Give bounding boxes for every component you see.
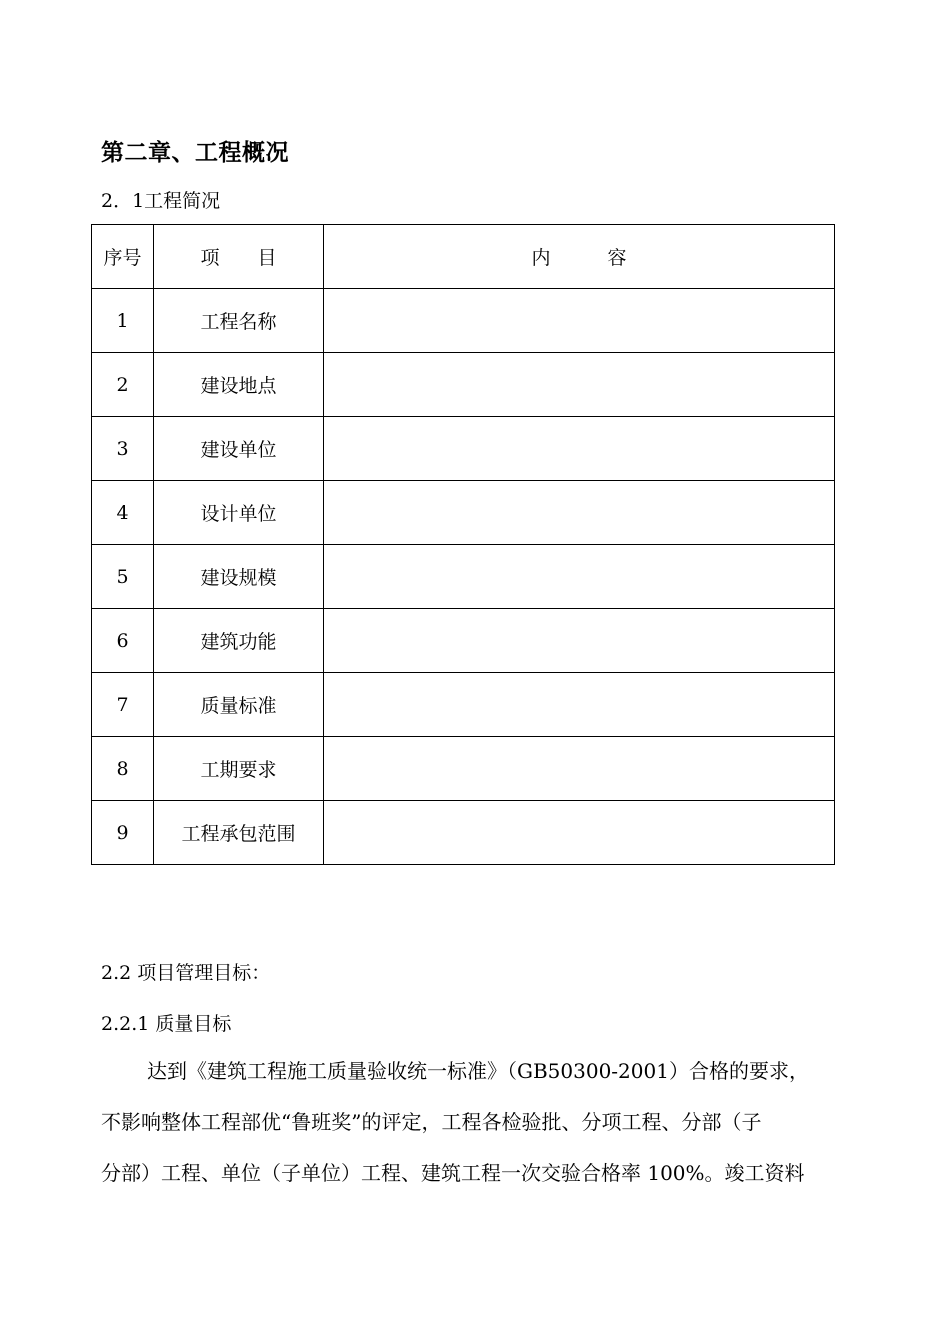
table-row bbox=[92, 417, 835, 481]
row-content bbox=[324, 417, 835, 481]
header-item: 项 目 bbox=[154, 225, 324, 289]
row-content bbox=[324, 481, 835, 545]
chapter-title: 第二章、工程概况 bbox=[101, 139, 289, 166]
row-seq: 6 bbox=[92, 609, 154, 673]
row-item: 建设单位 bbox=[154, 417, 324, 481]
table-row bbox=[92, 289, 835, 353]
row-content bbox=[324, 353, 835, 417]
table-row bbox=[92, 481, 835, 545]
row-seq: 8 bbox=[92, 737, 154, 801]
row-item: 建设规模 bbox=[154, 545, 324, 609]
header-content: 内 容 bbox=[324, 225, 835, 289]
row-item: 建设地点 bbox=[154, 353, 324, 417]
row-content bbox=[324, 545, 835, 609]
row-seq: 4 bbox=[92, 481, 154, 545]
table-row bbox=[92, 801, 835, 865]
row-item: 工期要求 bbox=[154, 737, 324, 801]
project-overview-table bbox=[91, 224, 835, 865]
row-seq: 5 bbox=[92, 545, 154, 609]
section-title-2-2: 2.2 项目管理目标： bbox=[101, 962, 271, 984]
row-content bbox=[324, 673, 835, 737]
row-item: 工程承包范围 bbox=[154, 801, 324, 865]
section-title-2-2-1: 2.2.1 质量目标 bbox=[101, 1013, 232, 1035]
row-item: 工程名称 bbox=[154, 289, 324, 353]
row-seq: 1 bbox=[92, 289, 154, 353]
row-item: 设计单位 bbox=[154, 481, 324, 545]
row-seq: 7 bbox=[92, 673, 154, 737]
row-seq: 3 bbox=[92, 417, 154, 481]
row-seq: 9 bbox=[92, 801, 154, 865]
row-content bbox=[324, 801, 835, 865]
table-row bbox=[92, 545, 835, 609]
row-seq: 2 bbox=[92, 353, 154, 417]
row-content bbox=[324, 609, 835, 673]
section-title-2-1: 2．1工程简况 bbox=[101, 190, 221, 212]
row-content bbox=[324, 737, 835, 801]
table-row bbox=[92, 737, 835, 801]
quality-target-line-1: 达到《建筑工程施工质量验收统一标准》（GB50300-2001）合格的要求， bbox=[147, 1059, 809, 1083]
quality-target-line-2: 不影响整体工程部优“鲁班奖”的评定，工程各检验批、分项工程、分部（子 bbox=[101, 1110, 762, 1134]
table-row bbox=[92, 353, 835, 417]
table-row bbox=[92, 673, 835, 737]
header-seq: 序号 bbox=[92, 225, 154, 289]
table-header-row bbox=[92, 225, 835, 289]
quality-target-line-3: 分部）工程、单位（子单位）工程、建筑工程一次交验合格率 100%。竣工资料 bbox=[101, 1161, 805, 1185]
table-row bbox=[92, 609, 835, 673]
row-content bbox=[324, 289, 835, 353]
row-item: 建筑功能 bbox=[154, 609, 324, 673]
row-item: 质量标准 bbox=[154, 673, 324, 737]
